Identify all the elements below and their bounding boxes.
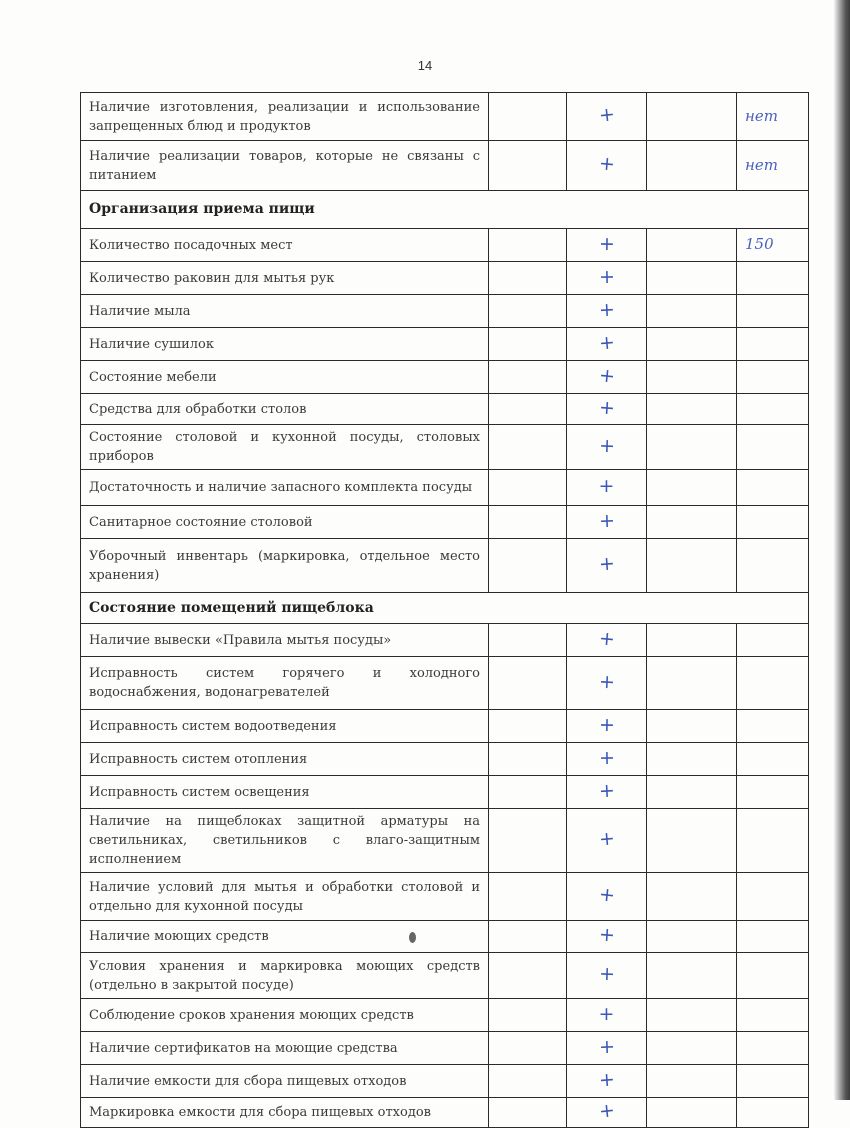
check-cell: [567, 470, 647, 506]
empty-cell: [647, 710, 737, 743]
checklist-row: [81, 953, 809, 999]
note-cell: [737, 1065, 809, 1098]
handwritten-plus-mark: +: [597, 1099, 616, 1123]
criterion-text: Наличие сушилок: [81, 328, 489, 361]
check-cell: [567, 873, 647, 921]
section-header-row: [81, 593, 809, 624]
checklist-row: [81, 710, 809, 743]
checklist-row: [81, 873, 809, 921]
note-cell: [737, 999, 809, 1032]
handwritten-plus-mark: +: [598, 1035, 615, 1058]
empty-cell: [647, 295, 737, 328]
note-cell: [737, 262, 809, 295]
empty-cell: [647, 921, 737, 953]
note-cell: [737, 809, 809, 873]
note-cell: [737, 1032, 809, 1065]
handwritten-plus-mark: +: [597, 827, 616, 851]
empty-cell: [489, 999, 567, 1032]
checklist-row: [81, 539, 809, 593]
empty-cell: [647, 539, 737, 593]
empty-cell: [647, 873, 737, 921]
check-cell: [567, 921, 647, 953]
check-cell: [567, 743, 647, 776]
criterion-text: Санитарное состояние столовой: [81, 506, 489, 539]
note-cell: [737, 361, 809, 394]
criterion-text: Уборочный инвентарь (маркировка, отдельное место хранения): [81, 539, 489, 593]
checklist-row: [81, 999, 809, 1032]
handwritten-plus-mark: +: [597, 1067, 616, 1092]
handwritten-plus-mark: +: [597, 883, 616, 907]
empty-cell: [489, 624, 567, 657]
empty-cell: [647, 229, 737, 262]
empty-cell: [489, 1098, 567, 1128]
checklist-row: [81, 743, 809, 776]
checklist-row: [81, 776, 809, 809]
empty-cell: [647, 262, 737, 295]
checklist-row: [81, 506, 809, 539]
check-cell: [567, 624, 647, 657]
checklist-row: [81, 1065, 809, 1098]
check-cell: [567, 1032, 647, 1065]
note-cell: [737, 295, 809, 328]
checklist-row: [81, 328, 809, 361]
page-number: 14: [417, 58, 433, 73]
checklist-row: [81, 1098, 809, 1128]
check-cell: [567, 141, 647, 191]
note-cell: [737, 710, 809, 743]
note-cell: [737, 328, 809, 361]
handwritten-plus-mark: +: [597, 152, 616, 176]
checklist-row: [81, 470, 809, 506]
empty-cell: [647, 361, 737, 394]
check-cell: [567, 539, 647, 593]
empty-cell: [489, 470, 567, 506]
check-cell: [567, 262, 647, 295]
handwritten-plus-mark: +: [598, 232, 615, 255]
handwritten-plus-mark: +: [598, 962, 615, 986]
note-cell: [737, 743, 809, 776]
criterion-text: Исправность систем освещения: [81, 776, 489, 809]
scan-edge-shadow: [834, 0, 850, 1100]
checklist-row: [81, 624, 809, 657]
handwritten-plus-mark: +: [598, 509, 615, 532]
empty-cell: [489, 953, 567, 999]
check-cell: [567, 809, 647, 873]
empty-cell: [489, 710, 567, 743]
empty-cell: [647, 1065, 737, 1098]
empty-cell: [647, 999, 737, 1032]
note-cell: [737, 470, 809, 506]
criterion-text: Достаточность и наличие запасного комплекта посуды: [81, 470, 489, 506]
empty-cell: [489, 1065, 567, 1098]
handwritten-plus-mark: +: [598, 746, 615, 769]
checklist-row: [81, 141, 809, 191]
check-cell: [567, 361, 647, 394]
handwritten-plus-mark: +: [597, 626, 616, 651]
empty-cell: [647, 624, 737, 657]
checklist-row: [81, 262, 809, 295]
handwritten-plus-mark: +: [597, 298, 615, 321]
criterion-text: Наличие на пищеблоках защитной арматуры на светильниках, светильников с влаго-защитным исполнением: [81, 809, 489, 873]
empty-cell: [647, 657, 737, 710]
check-cell: [567, 776, 647, 809]
checklist-row: [81, 93, 809, 141]
note-cell: [737, 93, 809, 141]
criterion-text: Состояние столовой и кухонной посуды, столовых приборов: [81, 425, 489, 470]
empty-cell: [489, 921, 567, 953]
criterion-text: Наличие реализации товаров, которые не связаны с питанием: [81, 141, 489, 191]
criterion-text: Исправность систем горячего и холодного водоснабжения, водонагревателей: [81, 657, 489, 710]
empty-cell: [489, 141, 567, 191]
empty-cell: [489, 873, 567, 921]
empty-cell: [647, 953, 737, 999]
handwritten-plus-mark: +: [597, 363, 616, 388]
handwritten-note: нет: [745, 155, 778, 174]
inspection-checklist-table: [80, 92, 809, 1128]
empty-cell: [647, 1098, 737, 1128]
note-cell: [737, 657, 809, 710]
check-cell: [567, 295, 647, 328]
check-cell: [567, 425, 647, 470]
empty-cell: [489, 361, 567, 394]
empty-cell: [489, 295, 567, 328]
criterion-text: Условия хранения и маркировка моющих средств (отдельно в закрытой посуде): [81, 953, 489, 999]
criterion-text: Наличие изготовления, реализации и использование запрещенных блюд и продуктов: [81, 93, 489, 141]
check-cell: [567, 953, 647, 999]
handwritten-plus-mark: +: [597, 779, 615, 802]
note-cell: [737, 394, 809, 425]
handwritten-plus-mark: +: [597, 103, 616, 127]
handwritten-plus-mark: +: [598, 1002, 615, 1025]
handwritten-plus-mark: +: [598, 475, 615, 497]
check-cell: [567, 93, 647, 141]
check-cell: [567, 1065, 647, 1098]
criterion-text: Количество раковин для мытья рук: [81, 262, 489, 295]
criterion-text: Состояние мебели: [81, 361, 489, 394]
check-cell: [567, 328, 647, 361]
empty-cell: [489, 776, 567, 809]
section-title: Состояние помещений пищеблока: [81, 593, 809, 624]
note-cell: [737, 921, 809, 953]
criterion-text: Средства для обработки столов: [81, 394, 489, 425]
criterion-text: Наличие условий для мытья и обработки столовой и отдельно для кухонной посуды: [81, 873, 489, 921]
empty-cell: [489, 506, 567, 539]
handwritten-plus-mark: +: [597, 330, 616, 355]
checklist-row: [81, 921, 809, 953]
empty-cell: [489, 229, 567, 262]
handwritten-note: нет: [745, 106, 778, 125]
empty-cell: [647, 506, 737, 539]
checklist-row: [81, 394, 809, 425]
empty-cell: [489, 262, 567, 295]
empty-cell: [647, 743, 737, 776]
handwritten-plus-mark: +: [598, 713, 615, 736]
criterion-text: Наличие сертификатов на моющие средства: [81, 1032, 489, 1065]
empty-cell: [647, 328, 737, 361]
check-cell: [567, 229, 647, 262]
note-cell: [737, 539, 809, 593]
empty-cell: [489, 425, 567, 470]
note-cell: [737, 953, 809, 999]
criterion-text: Соблюдение сроков хранения моющих средств: [81, 999, 489, 1032]
empty-cell: [647, 394, 737, 425]
empty-cell: [489, 328, 567, 361]
criterion-text: Наличие моющих средств: [81, 921, 489, 953]
empty-cell: [489, 809, 567, 873]
check-cell: [567, 999, 647, 1032]
checklist-row: [81, 809, 809, 873]
checklist-row: [81, 425, 809, 470]
note-cell: [737, 624, 809, 657]
check-cell: [567, 657, 647, 710]
check-cell: [567, 506, 647, 539]
criterion-text: Маркировка емкости для сбора пищевых отходов: [81, 1098, 489, 1128]
check-cell: [567, 394, 647, 425]
criterion-text: Наличие емкости для сбора пищевых отходов: [81, 1065, 489, 1098]
empty-cell: [647, 425, 737, 470]
criterion-text: Исправность систем водоотведения: [81, 710, 489, 743]
handwritten-plus-mark: +: [597, 923, 616, 947]
empty-cell: [647, 470, 737, 506]
checklist-row: [81, 295, 809, 328]
checklist-row: [81, 657, 809, 710]
empty-cell: [647, 141, 737, 191]
check-cell: [567, 1098, 647, 1128]
empty-cell: [647, 93, 737, 141]
criterion-text: Наличие мыла: [81, 295, 489, 328]
empty-cell: [647, 809, 737, 873]
criterion-text: Наличие вывески «Правила мытья посуды»: [81, 624, 489, 657]
section-title: Организация приема пищи: [81, 191, 809, 229]
checklist-row: [81, 1032, 809, 1065]
note-cell: [737, 873, 809, 921]
empty-cell: [647, 1032, 737, 1065]
empty-cell: [489, 539, 567, 593]
check-cell: [567, 710, 647, 743]
empty-cell: [647, 776, 737, 809]
note-cell: [737, 776, 809, 809]
note-cell: [737, 141, 809, 191]
note-cell: [737, 506, 809, 539]
handwritten-plus-mark: +: [598, 265, 615, 288]
empty-cell: [489, 657, 567, 710]
empty-cell: [489, 93, 567, 141]
note-cell: [737, 425, 809, 470]
handwritten-plus-mark: +: [597, 670, 616, 693]
criterion-text: Исправность систем отопления: [81, 743, 489, 776]
empty-cell: [489, 394, 567, 425]
handwritten-plus-mark: +: [598, 434, 615, 457]
handwritten-plus-mark: +: [597, 552, 616, 576]
checklist-row: [81, 229, 809, 262]
criterion-text: Количество посадочных мест: [81, 229, 489, 262]
section-header-row: [81, 191, 809, 229]
handwritten-plus-mark: +: [597, 395, 616, 420]
empty-cell: [489, 1032, 567, 1065]
ink-blot: [409, 932, 416, 943]
empty-cell: [489, 743, 567, 776]
checklist-row: [81, 361, 809, 394]
handwritten-note: 150: [745, 235, 774, 253]
note-cell: [737, 229, 809, 262]
note-cell: [737, 1098, 809, 1128]
